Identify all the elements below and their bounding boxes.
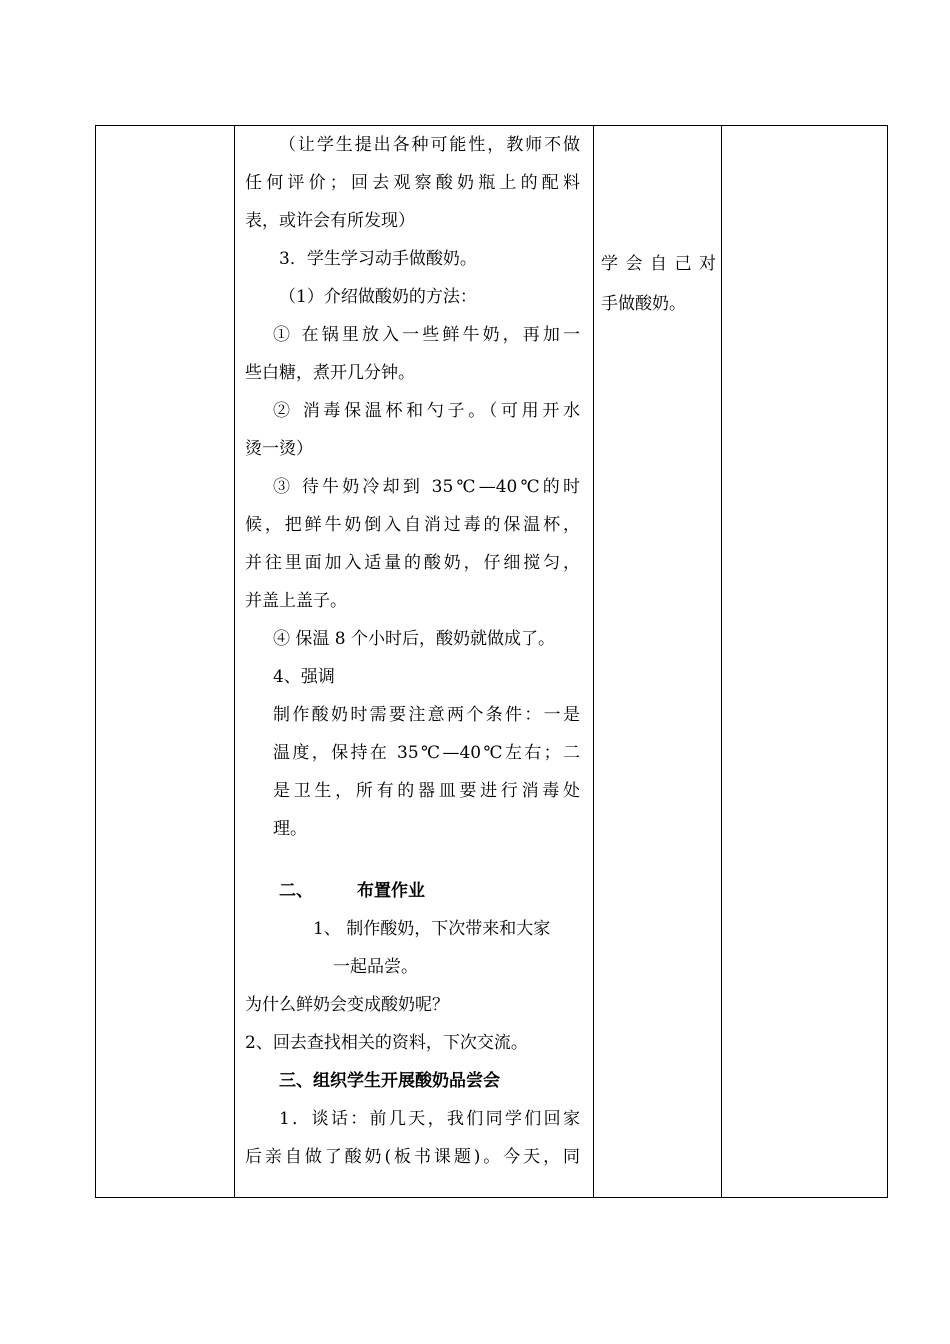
text-line: 制作酸奶时需要注意两个条件：一是 xyxy=(273,705,580,725)
homework-item: 一起品尝。 xyxy=(333,957,418,977)
goal-line: 手做酸奶。 xyxy=(601,294,686,314)
text-line: （1）介绍做酸奶的方法： xyxy=(279,287,477,307)
text-line: 4、强调 xyxy=(273,667,335,687)
goal-line: 学会自己对 xyxy=(601,254,716,274)
text-line: 并往里面加入适量的酸奶，仔细搅匀， xyxy=(245,553,580,573)
text-line: ① 在锅里放入一些鲜牛奶，再加一 xyxy=(273,325,580,345)
text-line: ③ 待牛奶冷却到 35℃—40℃的时 xyxy=(273,477,580,497)
text-line: 候，把鲜牛奶倒入自消过毒的保温杯， xyxy=(245,515,580,535)
text-line: 些白糖，煮开几分钟。 xyxy=(245,363,415,383)
text-line: ④ 保温 8 个小时后，酸奶就做成了。 xyxy=(273,629,556,649)
section-heading-tasting: 三、组织学生开展酸奶品尝会 xyxy=(279,1071,500,1091)
text-line: 烫一烫） xyxy=(245,439,313,459)
text-line: 是卫生，所有的器皿要进行消毒处 xyxy=(273,781,580,801)
section-heading-homework xyxy=(245,872,580,910)
spacer xyxy=(245,848,580,872)
text-line: 1．谈话：前几天，我们同学们回家 xyxy=(279,1109,580,1129)
text-line: 后亲自做了酸奶(板书课题)。今天，同 xyxy=(245,1147,580,1167)
column-divider-2 xyxy=(593,126,594,1197)
column-divider-3 xyxy=(721,126,722,1197)
lesson-table xyxy=(95,125,888,1198)
text-line: 温度，保持在 35℃—40℃左右；二 xyxy=(273,743,580,763)
text-line: 理。 xyxy=(273,819,307,839)
text-line: （让学生提出各种可能性，教师不做 xyxy=(279,135,580,155)
text-line: 3．学生学习动手做酸奶。 xyxy=(279,249,477,269)
procedure-cell xyxy=(235,126,590,1176)
text-line: 任何评价；回去观察酸奶瓶上的配料 xyxy=(245,173,580,193)
text-line: 并盖上盖子。 xyxy=(245,591,347,611)
text-line: ② 消毒保温杯和勺子。（可用开水 xyxy=(273,401,580,421)
homework-item: 1、 制作酸奶，下次带来和大家 xyxy=(313,919,551,939)
text-line: 表，或许会有所发现） xyxy=(245,211,415,231)
homework-item: 为什么鲜奶会变成酸奶呢？ xyxy=(245,995,449,1015)
homework-item: 2、回去查找相关的资料，下次交流。 xyxy=(245,1033,528,1053)
section-number: 二、 xyxy=(279,881,313,901)
section-title: 布置作业 xyxy=(357,881,425,901)
goal-cell xyxy=(601,244,716,324)
